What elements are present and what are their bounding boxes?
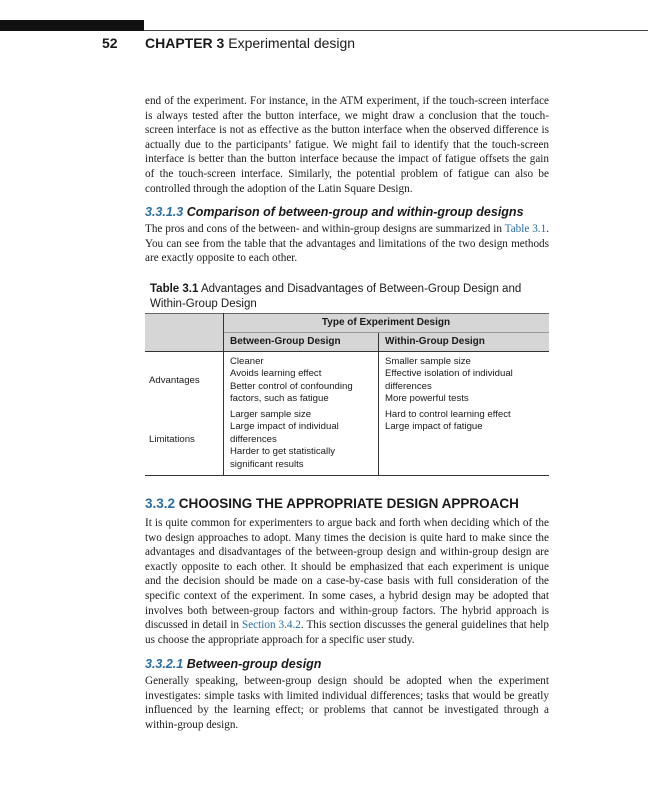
table-top-rule xyxy=(145,313,549,314)
subsection-number: 3.3.1.3 xyxy=(145,205,184,219)
table-caption-text: Advantages and Disadvantages of Between-Group Design and Within-Group Design xyxy=(150,283,522,310)
row-label-advantages: Advantages xyxy=(149,375,200,386)
running-head xyxy=(145,35,355,51)
col-header-within: Within-Group Design xyxy=(385,336,485,347)
comparison-table xyxy=(145,313,549,476)
chapter-title: Experimental design xyxy=(228,35,356,51)
table-bottom-rule xyxy=(145,475,549,476)
section-number: 3.3.2 xyxy=(145,496,176,511)
row-label-limitations: Limitations xyxy=(149,434,195,445)
page-number: 52 xyxy=(102,35,118,51)
subsection-heading-between-group xyxy=(145,657,321,671)
choosing-paragraph: It is quite common for experimenters to argue back and forth when deciding which of the two design approaches to adopt. Many times the decision is quite hard to make since the advantages and disadvantages of the between-group design and within-group design are exactly opposite to each other. It should be emphasized that each experiment is unique and the decision should be made on a case-by-case basis with full consideration of the specific context of the experiment. In some cases, a hybrid design may be adopted that involves both between-group factors and within-group factors. The hybrid approach is discussed in detail in Section 3.4.2. This section discusses the general guidelines that help us choose the appropriate approach for a specific user study. xyxy=(145,517,550,646)
section-title: CHOOSING THE APPROPRIATE DESIGN APPROACH xyxy=(178,496,519,511)
subsection-title: Between-group design xyxy=(186,657,322,671)
comparison-paragraph: The pros and cons of the between- and within-group designs are summarized in Table 3.1. You can see from the table that the advantages and limitations of the two design methods are exactly opposite to each other. xyxy=(145,223,549,265)
table-caption-label: Table 3.1 xyxy=(150,283,199,295)
section-3-4-2-link[interactable]: Section 3.4.2 xyxy=(241,619,301,632)
intro-paragraph: end of the experiment. For instance, in the ATM experiment, if the touch-screen interface is always tested after the button interface, we might draw a conclusion that the touch-screen interface is not as effective as the button interface when the observed difference is actually due to the participants’ fatigue. We might fail to identify that the touch-screen interface is better than the button interface because the impact of fatigue offsets the gain of the touch-screen interface. Similarly, the potential problem of fatigue can also be controlled through the adoption of the Latin Square Design. xyxy=(145,95,549,195)
advantages-within-cell: Smaller sample size Effective isolation of individual differences More powerful tests xyxy=(385,356,513,405)
table-header-bottom-rule xyxy=(145,351,549,352)
advantages-between-cell: Cleaner Avoids learning effect Better control of confounding factors, such as fatigue xyxy=(230,356,353,405)
limitations-within-cell: Hard to control learning effect Large impact of fatigue xyxy=(385,409,511,433)
table-3-1-link[interactable]: Table 3.1 xyxy=(504,223,547,235)
subsection-number: 3.3.2.1 xyxy=(145,657,184,671)
table-header-rule xyxy=(223,332,549,333)
header-bar xyxy=(0,20,144,31)
section-heading-choosing xyxy=(145,496,519,511)
subsection-title: Comparison of between-group and within-group designs xyxy=(186,205,524,219)
col-header-between: Between-Group Design xyxy=(230,336,341,347)
group-header: Type of Experiment Design xyxy=(321,317,451,328)
table-col-divider-2 xyxy=(378,333,379,476)
subsection-heading-comparison xyxy=(145,205,524,219)
between-group-paragraph: Generally speaking, between-group design should be adopted when the experiment investigates: simple tasks with limited individual differences; tasks that would be greatly influenced by the learning effect; or problems that cannot be investigated through a within-group design. xyxy=(145,675,549,731)
table-col-divider-1 xyxy=(223,313,224,476)
header-rule xyxy=(144,30,648,31)
limitations-between-cell: Larger sample size Large impact of individual differences Harder to get statistically significant results xyxy=(230,409,339,470)
table-caption xyxy=(150,282,550,312)
chapter-label: CHAPTER 3 xyxy=(145,35,225,51)
